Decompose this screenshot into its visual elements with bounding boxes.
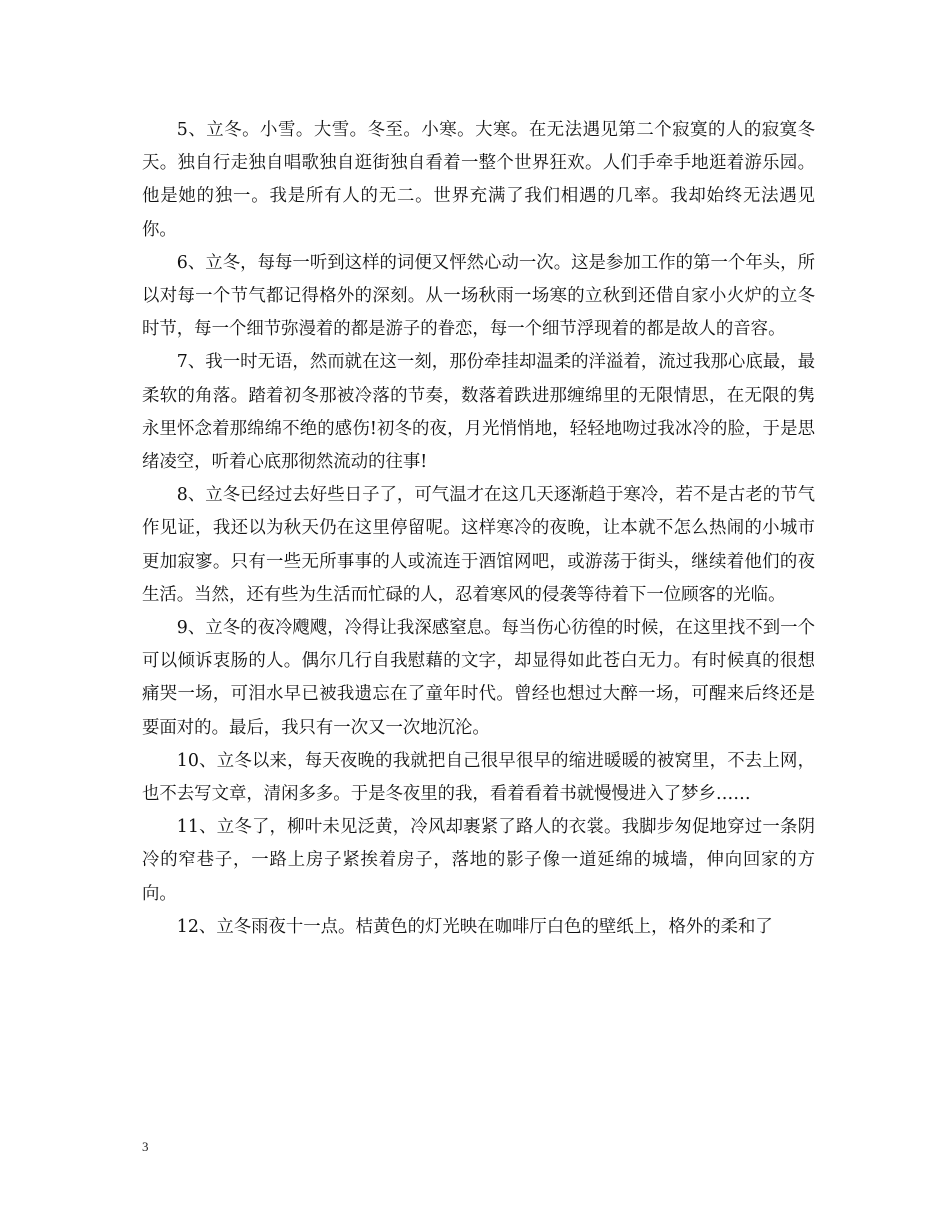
paragraph: 10、立冬以来，每天夜晚的我就把自己很早很早的缩进暖暖的被窝里，不去上网，也不去写文章，清闲多多。于是冬夜里的我，看着看着书就慢慢进入了梦乡…… [142,750,815,805]
paragraph: 12、立冬雨夜十一点。桔黄色的灯光映在咖啡厅白色的壁纸上，格外的柔和了 [176,916,773,937]
paragraph: 5、立冬。小雪。大雪。冬至。小寒。大寒。在无法遇见第二个寂寞的人的寂寞冬天。独自行走独自唱歌独自逛街独自看着一整个世界狂欢。人们手牵手地逛着游乐园。他是她的独一。我是所有人的无二。世界充满了我们相遇的几率。我却始终无法遇见你。 [142,120,815,240]
paragraph: 6、立冬，每每一听到这样的词便又怦然心动一次。这是参加工作的第一个年头，所以对每一个节气都记得格外的深刻。从一场秋雨一场寒的立秋到还借自家小火炉的立冬时节，每一个细节弥漫着的都是游子的眷恋，每一个细节浮现着的都是故人的音容。 [142,252,815,340]
paragraph: 11、立冬了，柳叶未见泛黄，冷风却裹紧了路人的衣裳。我脚步匆促地穿过一条阴冷的窄巷子，一路上房子紧挨着房子，落地的影子像一道延绵的城墙，伸向回家的方向。 [142,817,815,904]
paragraph: 7、我一时无语，然而就在这一刻，那份牵挂却温柔的洋溢着，流过我那心底最，最柔软的角落。踏着初冬那被冷落的节奏，数落着跌进那缠绵里的无限情思，在无限的隽永里怀念着那绵绵不绝的感伤!初冬的夜，月光悄悄地，轻轻地吻过我冰冷的脸，于是思绪凌空，听着心底那彻然流动的往事! [142,352,815,473]
page-number: 3 [142,1139,149,1154]
paragraph: 8、立冬已经过去好些日子了，可气温才在这几天逐渐趋于寒冷，若不是古老的节气作见证，我还以为秋天仍在这里停留呢。这样寒冷的夜晚，让本就不怎么热闹的小城市更加寂寥。只有一些无所事事的人或流连于酒馆网吧，或游荡于街头，继续着他们的夜生活。当然，还有些为生活而忙碌的人，忍着寒风的侵袭等待着下一位顾客的光临。 [142,485,815,605]
paragraph: 9、立冬的夜冷飕飕，冷得让我深感窒息。每当伤心彷徨的时候，在这里找不到一个可以倾诉衷肠的人。偶尔几行自我慰藉的文字，却显得如此苍白无力。有时候真的很想痛哭一场，可泪水早已被我遗忘在了童年时代。曾经也想过大醉一场，可醒来后终还是要面对的。最后，我只有一次又一次地沉沦。 [142,618,815,738]
document-body [142,114,815,944]
